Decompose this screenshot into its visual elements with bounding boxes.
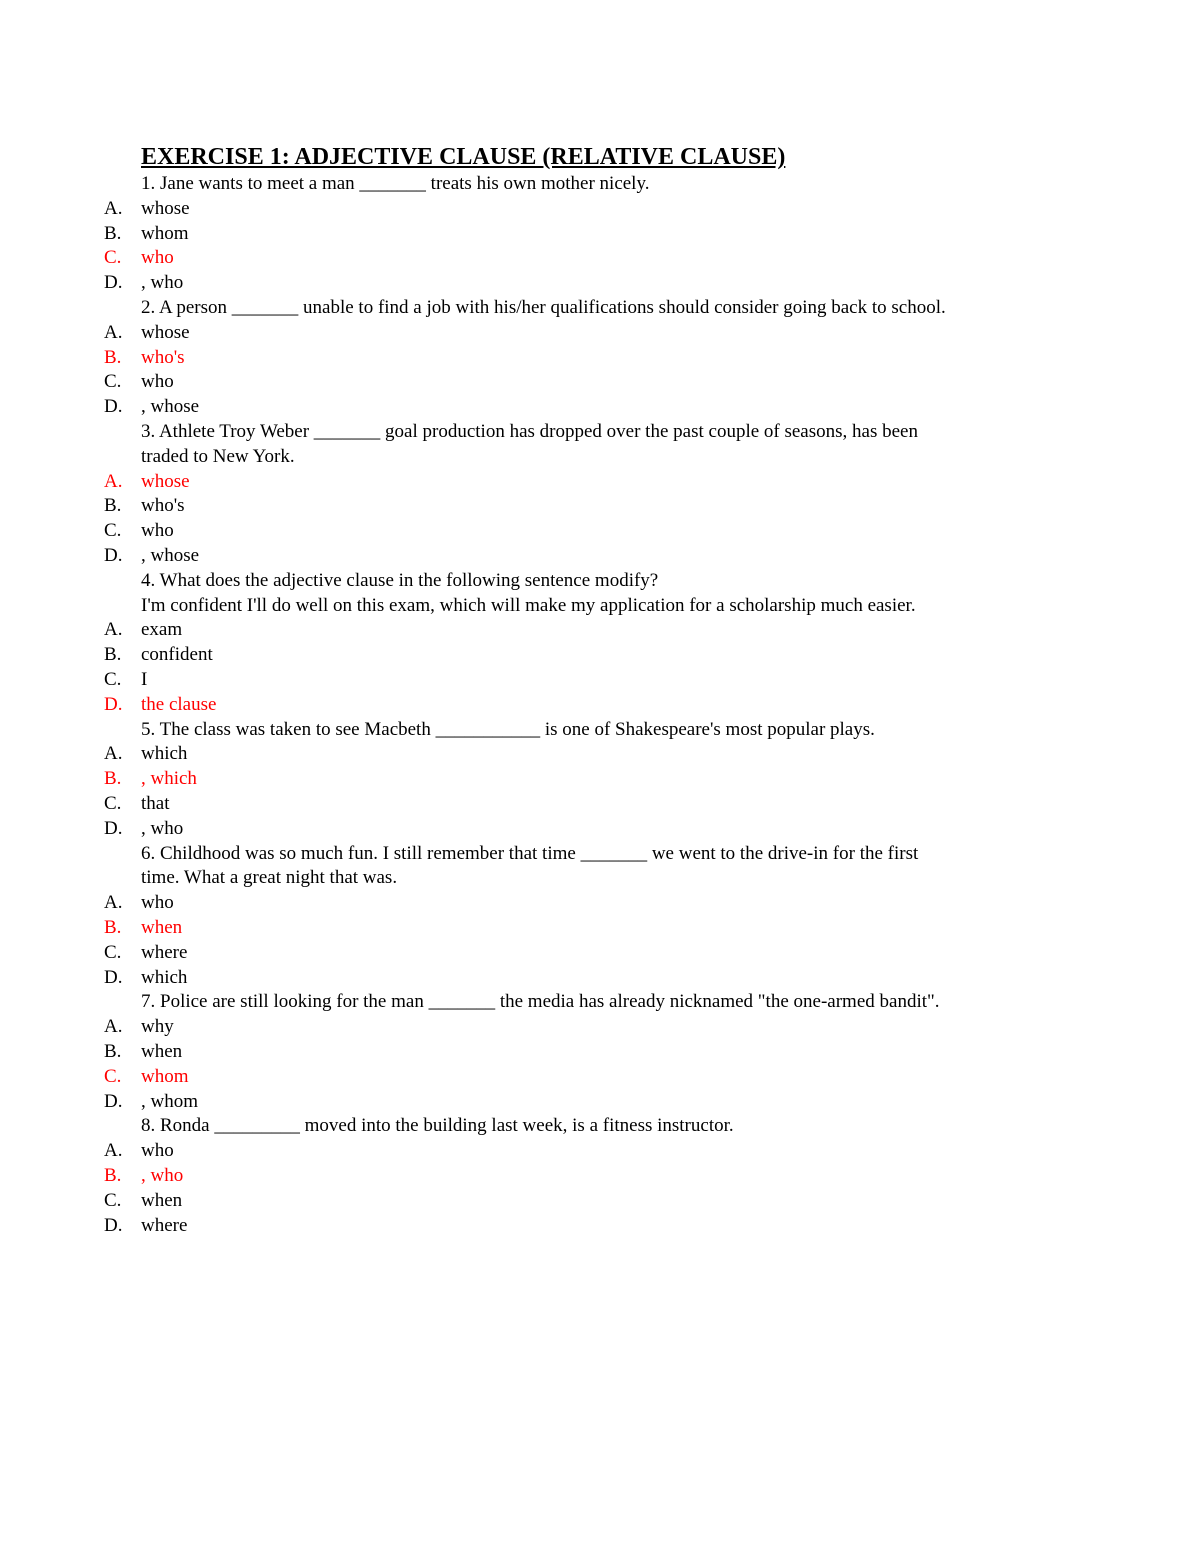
question-6-text: 6. Childhood was so much fun. I still remember that time _______ we went to the drive-in for the first: [141, 842, 919, 864]
question-6-option-d: [104, 966, 187, 990]
option-text: why: [141, 1016, 174, 1038]
option-text: where: [141, 941, 188, 963]
option-text: whom: [141, 222, 189, 244]
option-text: , who: [141, 272, 184, 294]
option-text: I: [141, 669, 148, 690]
question-3-option-b: [104, 494, 185, 518]
option-text: who: [141, 520, 174, 542]
question-5-option-c: [104, 792, 170, 816]
question-4-text: I'm confident I'll do well on this exam, which will make my application for a scholarship much easier.: [141, 594, 916, 616]
question-7-option-d: [104, 1090, 198, 1114]
option-text: who's: [141, 346, 185, 368]
option-text: whose: [141, 470, 190, 492]
question-3-option-d: [104, 544, 199, 568]
question-1-option-a: [104, 197, 190, 221]
option-letter: A.: [104, 470, 123, 492]
option-text: where: [141, 1214, 188, 1236]
option-letter: A.: [104, 1140, 123, 1162]
option-letter: D.: [104, 966, 123, 988]
question-4-option-b: [104, 643, 213, 667]
option-text: that: [141, 793, 170, 814]
option-letter: B.: [104, 1165, 122, 1186]
option-text: who: [141, 371, 174, 393]
question-2-option-b-correct: [104, 346, 185, 370]
question-6-option-a: [104, 891, 174, 915]
option-letter: B.: [104, 495, 122, 517]
question-1-option-c-correct: [104, 246, 174, 270]
option-letter: D.: [104, 693, 123, 715]
option-letter: A.: [104, 1016, 123, 1038]
question-7-text: 7. Police are still looking for the man _______ the media has already nicknamed "the one-armed bandit".: [141, 991, 940, 1013]
option-text: whose: [141, 321, 190, 343]
option-letter: C.: [104, 793, 122, 814]
option-text: confident: [141, 644, 213, 666]
option-letter: C.: [104, 669, 122, 690]
option-text: exam: [141, 619, 183, 641]
option-text: whose: [141, 197, 190, 219]
option-text: which: [141, 743, 188, 765]
option-text: which: [141, 966, 188, 988]
option-letter: A.: [104, 197, 123, 219]
option-text: , who: [141, 1165, 184, 1186]
option-text: who's: [141, 495, 185, 517]
question-3-text: traded to New York.: [141, 445, 295, 467]
option-letter: C.: [104, 247, 122, 269]
exercise-title: EXERCISE 1: ADJECTIVE CLAUSE (RELATIVE CLAUSE): [141, 144, 786, 170]
question-1-option-d: [104, 271, 183, 295]
question-8-option-c: [104, 1189, 182, 1213]
question-6-text: time. What a great night that was.: [141, 867, 398, 889]
option-text: , whose: [141, 545, 200, 566]
question-3-option-a-correct: [104, 470, 190, 494]
option-text: who: [141, 247, 174, 269]
option-letter: B.: [104, 644, 122, 666]
question-6-option-b-correct: [104, 916, 182, 940]
question-1-text: 1. Jane wants to meet a man _______ treats his own mother nicely.: [141, 173, 650, 194]
question-2-option-c: [104, 370, 174, 394]
question-2-text: 2. A person _______ unable to find a job with his/her qualifications should consider going back to school.: [141, 297, 946, 318]
option-text: who: [141, 892, 174, 914]
question-5-option-d: [104, 817, 183, 841]
option-letter: D.: [104, 1214, 123, 1236]
question-8-option-b-correct: [104, 1164, 183, 1188]
option-letter: B.: [104, 346, 122, 368]
question-8-text: 8. Ronda _________ moved into the building last week, is a fitness instructor.: [141, 1115, 734, 1137]
option-letter: C.: [104, 520, 122, 542]
option-text: the clause: [141, 693, 217, 715]
option-text: when: [141, 1041, 183, 1062]
option-letter: A.: [104, 619, 123, 641]
question-7-option-b: [104, 1040, 182, 1064]
option-text: when: [141, 1189, 183, 1211]
option-text: , whose: [141, 396, 200, 418]
option-letter: C.: [104, 1065, 122, 1087]
option-letter: A.: [104, 743, 123, 765]
question-4-option-c: [104, 668, 147, 692]
option-letter: B.: [104, 222, 122, 244]
question-3-option-c: [104, 519, 174, 543]
option-letter: D.: [104, 272, 123, 294]
question-4-option-d-correct: [104, 693, 216, 717]
question-3-text: 3. Athlete Troy Weber _______ goal production has dropped over the past couple of seasons, has been: [141, 421, 918, 442]
option-letter: B.: [104, 768, 122, 790]
option-letter: D.: [104, 396, 123, 418]
question-8-option-a: [104, 1139, 174, 1163]
question-7-option-c-correct: [104, 1065, 189, 1089]
question-5-text: 5. The class was taken to see Macbeth ___________ is one of Shakespeare's most popular plays.: [141, 718, 875, 740]
option-text: who: [141, 1140, 174, 1162]
question-5-option-b-correct: [104, 767, 197, 791]
option-letter: D.: [104, 817, 123, 839]
option-letter: D.: [104, 545, 123, 566]
question-2-option-d: [104, 395, 199, 419]
question-4-option-a: [104, 618, 182, 642]
option-letter: A.: [104, 892, 123, 914]
option-letter: C.: [104, 371, 122, 393]
option-letter: C.: [104, 1189, 122, 1211]
option-text: whom: [141, 1065, 189, 1087]
option-text: , who: [141, 817, 184, 839]
question-5-option-a: [104, 742, 187, 766]
question-1-option-b: [104, 222, 189, 246]
question-6-option-c: [104, 941, 187, 965]
question-8-option-d: [104, 1214, 187, 1238]
option-text: , which: [141, 768, 197, 790]
option-text: , whom: [141, 1090, 198, 1112]
option-letter: C.: [104, 941, 122, 963]
option-letter: A.: [104, 321, 123, 343]
option-letter: B.: [104, 917, 122, 938]
option-letter: B.: [104, 1041, 122, 1062]
question-2-option-a: [104, 321, 190, 345]
option-text: when: [141, 917, 183, 938]
question-7-option-a: [104, 1015, 174, 1039]
option-letter: D.: [104, 1090, 123, 1112]
question-4-text: 4. What does the adjective clause in the following sentence modify?: [141, 569, 659, 591]
